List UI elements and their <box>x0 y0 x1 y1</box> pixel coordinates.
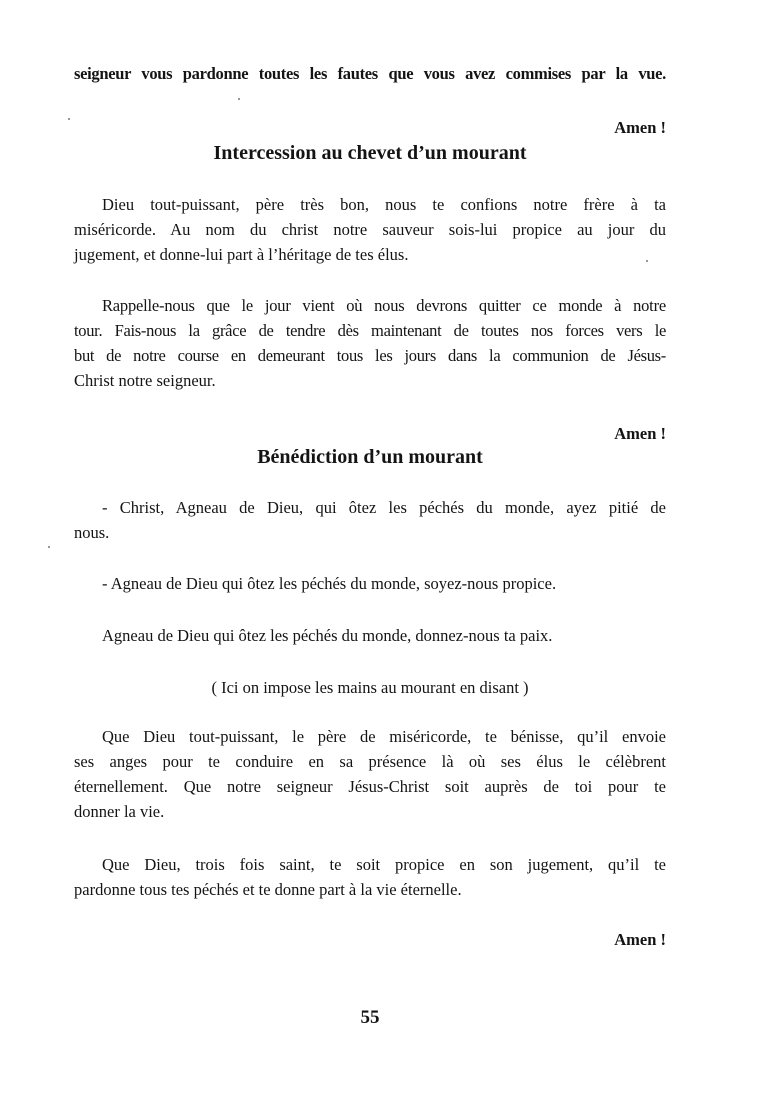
rubric-instruction: ( Ici on impose les mains au mourant en disant ) <box>211 678 529 697</box>
section-heading-intercession: Intercession au chevet d’un mourant <box>213 142 527 164</box>
amen-response: Amen ! <box>614 424 666 443</box>
amen-response: Amen ! <box>614 118 666 137</box>
page-number: 55 <box>360 1007 380 1028</box>
text-line: miséricorde. Au nom du christ notre sauveur sois-lui propice au jour du <box>74 220 666 239</box>
text-line: Que Dieu, trois fois saint, te soit propice en son jugement, qu’il te <box>102 855 666 874</box>
section-heading-benediction: Bénédiction d’un mourant <box>257 446 483 468</box>
text-line: éternellement. Que notre seigneur Jésus-Christ soit auprès de toi pour te <box>74 777 666 796</box>
scan-speck <box>48 546 50 548</box>
text-line: jugement, et donne-lui part à l’héritage de tes élus. <box>74 245 409 264</box>
book-page <box>74 0 666 1099</box>
text-line: nous. <box>74 523 110 542</box>
scan-speck <box>238 98 240 100</box>
scan-speck <box>646 260 648 262</box>
text-line: ses anges pour te conduire en sa présence là où ses élus le célèbrent <box>74 752 666 771</box>
amen-response: Amen ! <box>614 930 666 949</box>
invocation-paix: Agneau de Dieu qui ôtez les péchés du monde, donnez-nous ta paix. <box>102 626 553 645</box>
invocation-propice: - Agneau de Dieu qui ôtez les péchés du monde, soyez-nous propice. <box>102 574 557 593</box>
text-line: Christ notre seigneur. <box>74 371 216 390</box>
text-line: Que Dieu tout-puissant, le père de miséricorde, te bénisse, qu’il envoie <box>102 727 666 746</box>
continued-text-line: seigneur vous pardonne toutes les fautes que vous avez commises par la vue. <box>74 64 666 83</box>
text-line: pardonne tous tes péchés et te donne part à la vie éternelle. <box>74 880 462 899</box>
text-line: but de notre course en demeurant tous les jours dans la communion de Jésus- <box>74 346 666 365</box>
text-line: Dieu tout-puissant, père très bon, nous te confions notre frère à ta <box>102 195 666 214</box>
text-line: - Christ, Agneau de Dieu, qui ôtez les péchés du monde, ayez pitié de <box>102 498 666 517</box>
text-line: donner la vie. <box>74 802 165 821</box>
text-line: tour. Fais-nous la grâce de tendre dès maintenant de toutes nos forces vers le <box>74 321 666 340</box>
text-line: Rappelle-nous que le jour vient où nous devrons quitter ce monde à notre <box>102 296 666 315</box>
scan-speck <box>68 118 70 120</box>
